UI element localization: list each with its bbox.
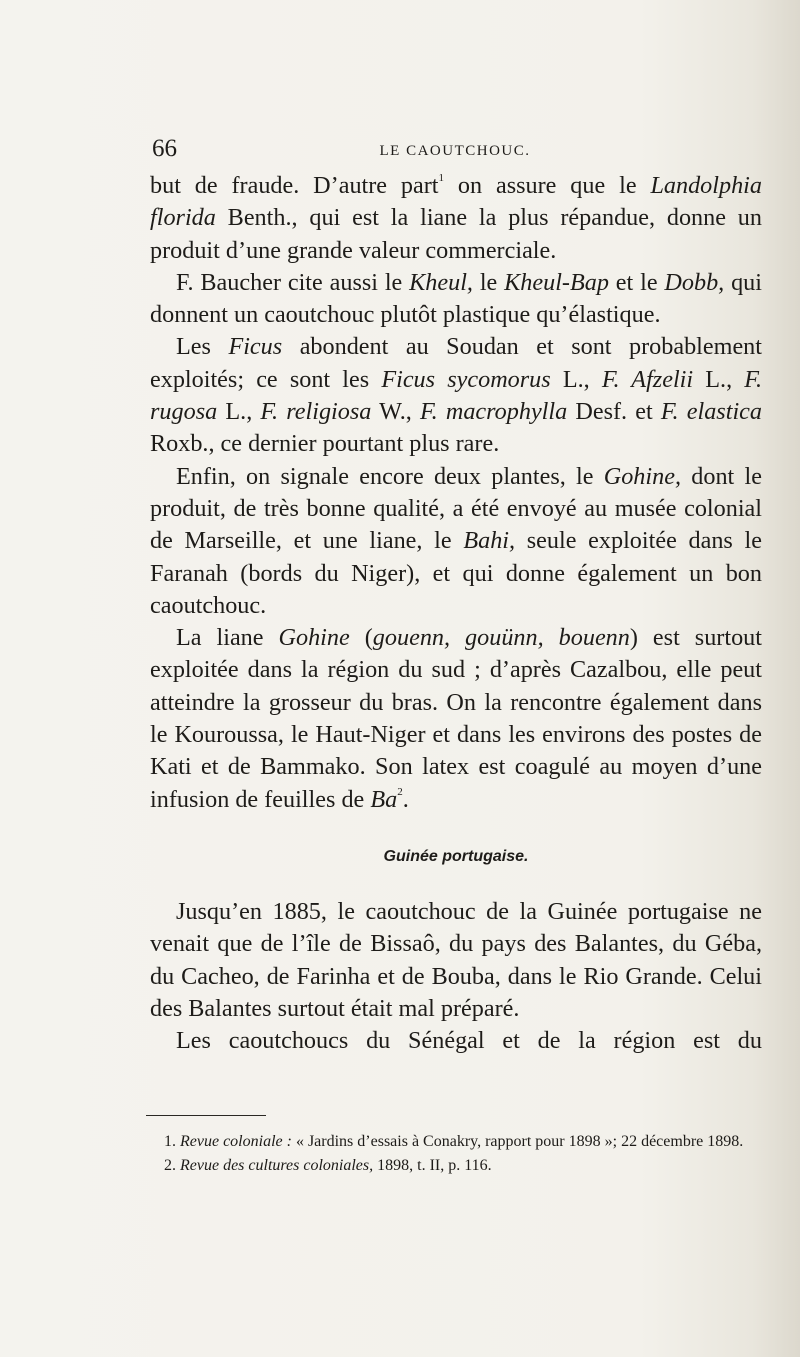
footnote-rule <box>146 1115 266 1116</box>
paragraph-7: Les caoutchoucs du Sénégal et de la région est du <box>176 1027 762 1055</box>
section-heading: Guinée portugaise. <box>383 847 529 865</box>
paragraph-2: F. Baucher cite aussi le Kheul, le Kheul-Bap et le Dobb, qui donnent un caoutchouc plutôt plastique qu’élastique. <box>150 268 762 329</box>
paragraph-5: La liane Gohine (gouenn, gouünn, bouenn) est surtout exploitée dans la région du sud ; d’après Cazalbou, elle peut atteindre la grosseur du bras. On la rencontre également dans le Kouroussa, le Haut-Niger et dans les environs des postes de Kati et de Bammako. Son latex est coagulé au moyen d’une infusion de feuilles de Ba$^2$. <box>150 624 762 813</box>
paragraph-3: Les Ficus abondent au Soudan et sont probablement exploités; ce sont les Ficus sycomorus L., F. Afzelii L., F. rugosa L., F. religiosa W., F. macrophylla Desf. et F. elastica Roxb., ce dernier pourtant plus rare. <box>150 333 762 458</box>
paragraph-6: Jusqu’en 1885, le caoutchouc de la Guinée portugaise ne venait que de l’île de Bissaô, du pays des Balantes, du Géba, du Cacheo, de Farinha et de Bouba, dans le Rio Grande. Celui des Balantes surtout était mal préparé. <box>150 897 762 1022</box>
footnotes <box>150 1130 762 1178</box>
page-header <box>150 132 760 172</box>
footnote-1: 1. Revue coloniale : « Jardins d’essais à Conakry, rapport pour 1898 »; 22 décembre 1898. <box>164 1133 744 1150</box>
paragraph-4: Enfin, on signale encore deux plantes, le Gohine, dont le produit, de très bonne qualité, a été envoyé au musée colonial de Marseille, et une liane, le Bahi, seule exploitée dans le Faranah (bords du Niger), et qui donne également un bon caoutchouc. <box>150 462 763 619</box>
paragraph-1: but de fraude. D’autre part$^1$ on assure que le Landolphia florida Benth., qui est la liane la plus répandue, donne un produit d’une grande valeur commerciale. <box>150 172 762 264</box>
page-number: 66 <box>152 135 177 162</box>
footnote-2: 2. Revue des cultures coloniales, 1898, t. II, p. 116. <box>164 1157 492 1174</box>
footnote-ref-2: 2 <box>397 785 403 798</box>
footnote-ref-1: 1 <box>438 172 445 184</box>
running-title: LE CAOUTCHOUC. <box>379 143 531 159</box>
body-text <box>150 170 762 1057</box>
